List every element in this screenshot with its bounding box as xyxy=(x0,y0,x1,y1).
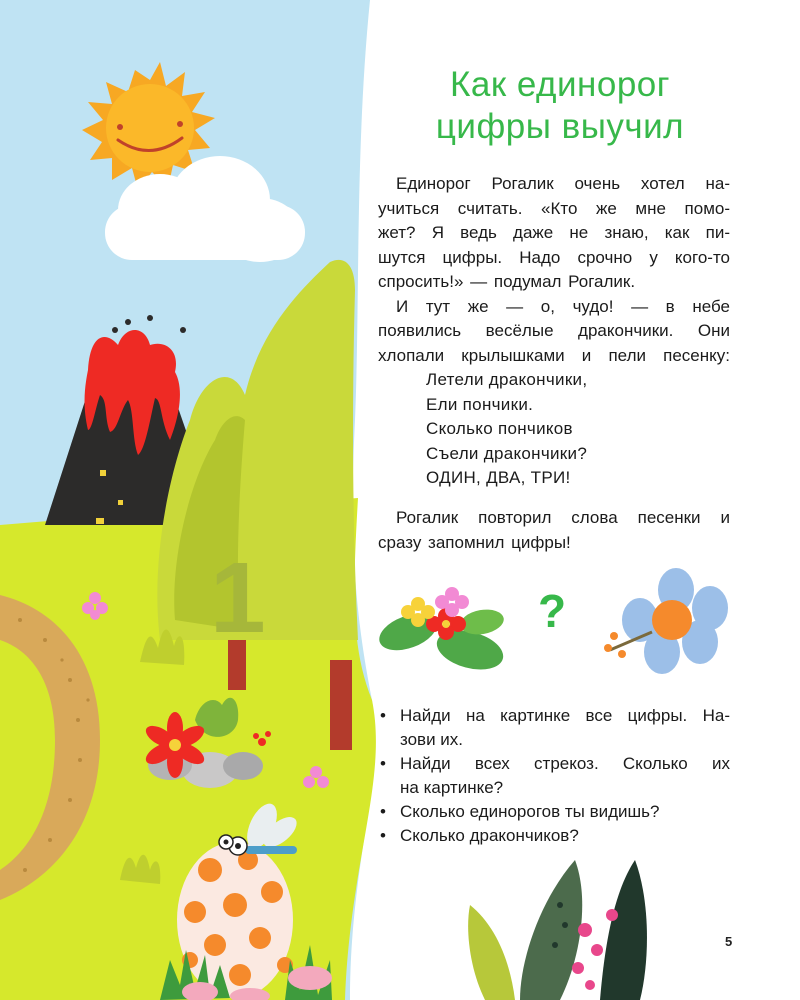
blue-flower-icon xyxy=(604,568,728,674)
bullet: • xyxy=(380,802,386,821)
text-line: спросить!» — подумал Рогалик. xyxy=(378,272,636,291)
task-item xyxy=(378,824,730,848)
title-line: цифры выучил xyxy=(435,107,685,146)
poem-line: Ели пончики. xyxy=(426,394,534,414)
task-item xyxy=(378,752,730,800)
hidden-digit: 1 xyxy=(210,542,266,654)
task-text: Сколько единорогов ты видишь? xyxy=(400,802,660,821)
bullet: • xyxy=(380,826,386,845)
outro-paragraph xyxy=(378,506,730,555)
leaf-icon xyxy=(468,860,647,1000)
song-poem xyxy=(426,368,587,491)
task-text: Найди всех стрекоз. Сколько их xyxy=(400,754,730,773)
text-line: жет? Я ведь даже не знаю, как пи- xyxy=(378,223,730,242)
text-line: сразу запомнил цифры! xyxy=(378,532,571,552)
task-text: Сколько дракончиков? xyxy=(400,826,579,845)
task-text: зови их. xyxy=(400,730,464,749)
title-line: Как единорог xyxy=(449,65,671,104)
poem-line: Сколько пончиков xyxy=(426,419,573,438)
text-line: появились весёлые дракончики. Они xyxy=(378,321,730,340)
text-line: хлопали крылышками и пели песенку: xyxy=(378,345,730,365)
text-line: И тут же — о, чудо! — в небе xyxy=(396,296,730,316)
bullet: • xyxy=(380,706,386,725)
task-text: Найди на картинке все цифры. На- xyxy=(400,706,730,725)
intro-paragraph xyxy=(378,172,730,368)
text-line: Рогалик повторил слова песенки и xyxy=(396,508,730,527)
text-line: учиться считать. «Кто же мне помо- xyxy=(378,198,730,218)
poem-line: Съели дракончики? xyxy=(426,443,588,463)
question-mark: ? xyxy=(538,585,567,637)
flower-bouquet-icon xyxy=(374,587,507,676)
bullet: • xyxy=(380,754,386,773)
task-item xyxy=(378,800,730,824)
page-number: 5 xyxy=(725,934,733,949)
task-item xyxy=(378,704,730,752)
poem-line: Летели дракончики, xyxy=(426,370,588,389)
task-text: на картинке? xyxy=(400,778,504,797)
page-title xyxy=(380,64,740,148)
text-line: шутся цифры. Надо срочно у кого-то xyxy=(378,247,730,267)
poem-line: ОДИН, ДВА, ТРИ! xyxy=(426,468,571,487)
text-line: Единорог Рогалик очень хотел на- xyxy=(396,174,730,193)
task-list xyxy=(378,704,730,848)
egg-icon xyxy=(177,842,293,998)
